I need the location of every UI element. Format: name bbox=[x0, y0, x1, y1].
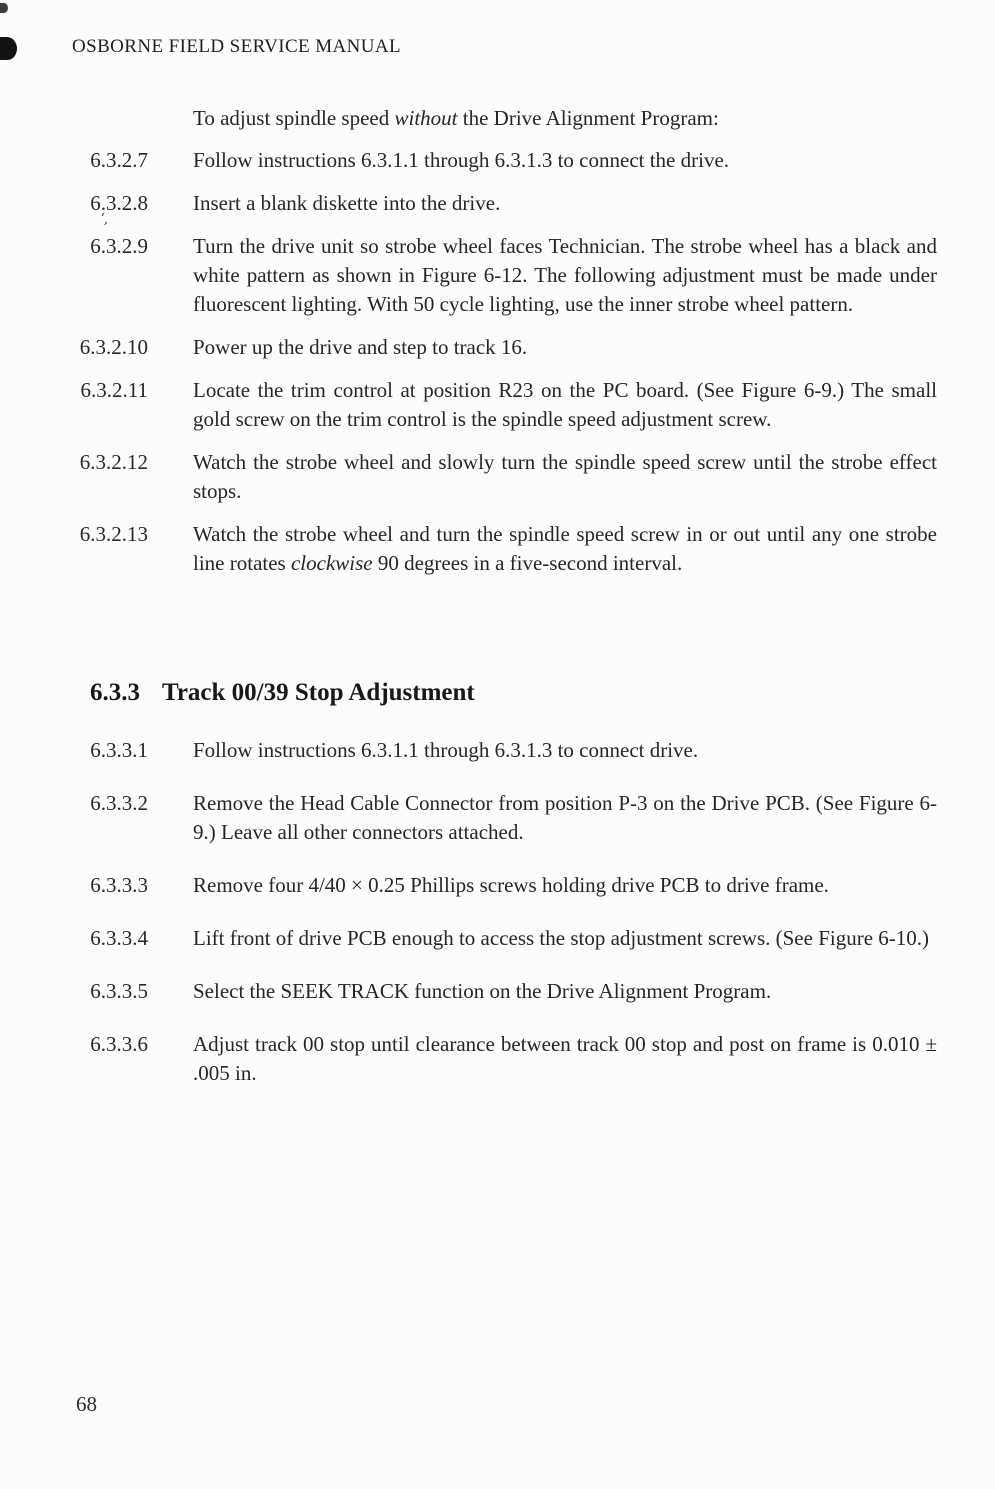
text-run: Watch the strobe wheel and turn the spindle speed screw in or out until any one strobe line rotates bbox=[193, 522, 937, 575]
item-number: 6.3.3.1 bbox=[90, 738, 148, 762]
item-text: Follow instructions 6.3.1.1 through 6.3.1.3 to connect drive. bbox=[193, 738, 699, 762]
item-number: 6.3.3.4 bbox=[90, 926, 148, 950]
item-number: 6.3.2.7 bbox=[90, 148, 148, 172]
item-number: 6.3.3.5 bbox=[90, 979, 148, 1003]
instruction-item bbox=[76, 376, 995, 434]
item-text: Insert a blank diskette into the drive. bbox=[193, 191, 501, 215]
item-number: 6.3.3.3 bbox=[90, 873, 148, 897]
item-text: Follow instructions 6.3.1.1 through 6.3.1.3 to connect the drive. bbox=[193, 148, 730, 172]
instruction-item bbox=[76, 789, 995, 847]
item-text: Power up the drive and step to track 16. bbox=[193, 335, 528, 359]
italic-text: clockwise bbox=[290, 551, 373, 575]
page-header-title: OSBORNE FIELD SERVICE MANUAL bbox=[72, 36, 401, 57]
intro-paragraph bbox=[193, 104, 937, 133]
item-text: Remove the Head Cable Connector from position P-3 on the Drive PCB. (See Figure 6-9.) Leave all other connectors attached. bbox=[193, 791, 937, 844]
item-number: 6.3.2.12 bbox=[79, 450, 148, 474]
section-title: Track 00/39 Stop Adjustment bbox=[162, 679, 475, 706]
scan-artifact-mark: ʻ, bbox=[98, 210, 110, 228]
item-number: 6.3.2.11 bbox=[80, 378, 148, 402]
item-text: Locate the trim control at position R23 on the PC board. (See Figure 6-9.) The small gold screw on the trim control is the spindle speed adjustment screw. bbox=[193, 378, 937, 431]
page-number: 68 bbox=[76, 1392, 97, 1416]
item-text: Select the SEEK TRACK function on the Drive Alignment Program. bbox=[193, 979, 772, 1003]
instruction-item bbox=[76, 189, 995, 218]
item-text: Turn the drive unit so strobe wheel faces Technician. The strobe wheel has a black and white pattern as shown in Figure 6-12. The following adjustment must be made under fluorescent lighting. With 50 cycle lighting, use the inner strobe wheel pattern. bbox=[193, 234, 937, 316]
item-text bbox=[193, 520, 937, 578]
item-number: 6.3.2.8 bbox=[90, 191, 148, 215]
item-text: Lift front of drive PCB enough to access the stop adjustment screws. (See Figure 6-10.) bbox=[193, 926, 930, 950]
item-number: 6.3.2.9 bbox=[90, 234, 148, 258]
scan-artifact-blob bbox=[0, 37, 17, 60]
instruction-item bbox=[76, 1030, 995, 1088]
italic-text: without bbox=[394, 106, 458, 130]
item-text: Watch the strobe wheel and slowly turn the spindle speed screw until the strobe effect stops. bbox=[193, 450, 937, 503]
instruction-item bbox=[76, 977, 995, 1006]
text-run: To adjust spindle speed bbox=[193, 106, 395, 130]
instruction-item bbox=[76, 924, 995, 953]
text-run: the Drive Alignment Program: bbox=[457, 106, 719, 130]
instruction-item bbox=[76, 736, 995, 765]
item-text: Remove four 4/40 × 0.25 Phillips screws holding drive PCB to drive frame. bbox=[193, 873, 829, 897]
instruction-list-633 bbox=[0, 736, 995, 1088]
item-text: Adjust track 00 stop until clearance between track 00 stop and post on frame is 0.010 ± .005 in. bbox=[193, 1032, 937, 1085]
item-number: 6.3.2.10 bbox=[79, 335, 148, 359]
instruction-item bbox=[76, 448, 995, 506]
instruction-item bbox=[76, 232, 995, 319]
scan-artifact-corner bbox=[0, 3, 8, 13]
instruction-list-632 bbox=[0, 146, 995, 578]
item-number: 6.3.2.13 bbox=[79, 522, 148, 546]
text-run: 90 degrees in a five-second interval. bbox=[372, 551, 683, 575]
section-heading bbox=[90, 676, 995, 710]
item-number: 6.3.3.2 bbox=[90, 791, 148, 815]
item-number: 6.3.3.6 bbox=[90, 1032, 148, 1056]
instruction-item bbox=[76, 146, 995, 175]
instruction-item bbox=[76, 871, 995, 900]
section-number: 6.3.3 bbox=[90, 679, 140, 706]
instruction-item bbox=[76, 520, 995, 578]
instruction-item bbox=[76, 333, 995, 362]
page-content bbox=[0, 104, 995, 1112]
